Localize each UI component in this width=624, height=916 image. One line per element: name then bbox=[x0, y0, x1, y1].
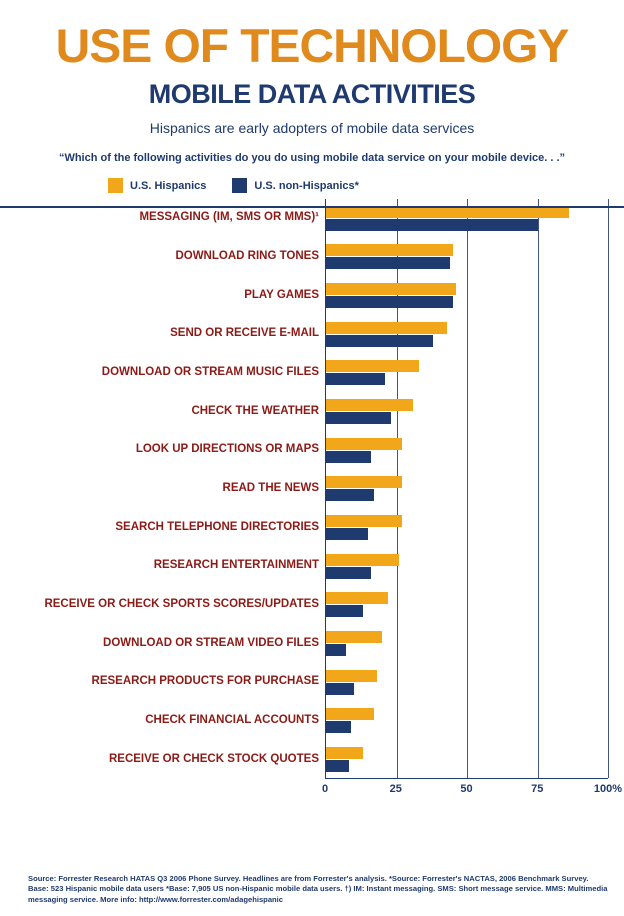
category-label: RESEARCH ENTERTAINMENT bbox=[153, 559, 319, 572]
bar-hispanics bbox=[326, 283, 456, 295]
bar-group bbox=[326, 663, 608, 702]
page-tagline: Hispanics are early adopters of mobile data services bbox=[149, 120, 475, 136]
bar-non-hispanics bbox=[326, 721, 351, 733]
bar-non-hispanics bbox=[326, 257, 450, 269]
category-label: SEND OR RECEIVE E-MAIL bbox=[170, 327, 319, 340]
x-tick-label: 75 bbox=[531, 783, 544, 795]
category-label: DOWNLOAD OR STREAM MUSIC FILES bbox=[101, 366, 319, 378]
bar-group bbox=[326, 624, 608, 663]
bar-hispanics bbox=[326, 515, 402, 527]
bar-non-hispanics bbox=[326, 412, 391, 424]
bar-non-hispanics bbox=[326, 451, 371, 463]
category-label-column bbox=[20, 199, 325, 779]
category-label: RESEARCH PRODUCTS FOR PURCHASE bbox=[91, 675, 319, 688]
x-axis bbox=[321, 781, 623, 799]
bar-hispanics bbox=[326, 438, 402, 450]
bar-non-hispanics bbox=[326, 644, 346, 656]
bar-group bbox=[326, 702, 608, 741]
legend-swatch-hispanics bbox=[108, 178, 123, 193]
legend-swatch-non-hispanics bbox=[232, 178, 247, 193]
bar-hispanics bbox=[326, 399, 413, 411]
header-divider bbox=[0, 206, 624, 208]
x-tick-label: 25 bbox=[389, 783, 402, 795]
category-label: CHECK THE WEATHER bbox=[191, 404, 319, 417]
bar-group bbox=[326, 508, 608, 547]
bar-hispanics bbox=[326, 592, 388, 604]
bar-non-hispanics bbox=[326, 567, 371, 579]
bar-non-hispanics bbox=[326, 489, 374, 501]
bar-chart bbox=[20, 199, 623, 797]
x-tick-label: 100% bbox=[593, 783, 623, 795]
infographic-page bbox=[0, 19, 624, 916]
legend-item-hispanics bbox=[108, 178, 206, 193]
bar-hispanics bbox=[326, 244, 453, 256]
bar-non-hispanics bbox=[326, 605, 363, 617]
category-label: SEARCH TELEPHONE DIRECTORIES bbox=[115, 520, 319, 533]
bar-non-hispanics bbox=[326, 683, 354, 695]
category-label: RECEIVE OR CHECK SPORTS SCORES/UPDATES bbox=[44, 598, 319, 610]
bar-group bbox=[326, 199, 608, 238]
source-note: Source: Forrester Research HATAS Q3 2006 Phone Survey. Headlines are from Forrester's analysis. *Source: Forrester's NACTAS, 2006 Benchmark Survey. Base: 523 Hispanic mobile data users *Base: 7,905 US non-Hispanic mobile data users. †) IM: Instant messaging. SMS: Short message service. MMS: Multimedia messaging service. More info: http://www.forrester.com/adagehispanic bbox=[28, 874, 608, 904]
survey-question: “Which of the following activities do you do using mobile data service on your mobile device. . .” bbox=[58, 152, 566, 164]
page-subtitle: MOBILE DATA ACTIVITIES bbox=[148, 79, 476, 109]
bar-group bbox=[326, 547, 608, 586]
category-label: DOWNLOAD RING TONES bbox=[175, 250, 319, 262]
bar-hispanics bbox=[326, 631, 382, 643]
bar-group bbox=[326, 315, 608, 354]
bar-hispanics bbox=[326, 554, 399, 566]
bar-non-hispanics bbox=[326, 219, 538, 231]
category-label: PLAY GAMES bbox=[244, 288, 319, 301]
plot-area bbox=[325, 199, 608, 779]
bar-non-hispanics bbox=[326, 335, 433, 347]
category-label: RECEIVE OR CHECK STOCK QUOTES bbox=[108, 752, 319, 765]
bar-non-hispanics bbox=[326, 296, 453, 308]
bar-hispanics bbox=[326, 360, 419, 372]
bar-group bbox=[326, 586, 608, 625]
category-label: DOWNLOAD OR STREAM VIDEO FILES bbox=[103, 636, 319, 649]
bar-group bbox=[326, 238, 608, 277]
category-label: MESSAGING (IM, SMS OR MMS)¹ bbox=[139, 211, 319, 224]
bar-hispanics bbox=[326, 322, 447, 334]
bar-group bbox=[326, 470, 608, 509]
bar-hispanics bbox=[326, 476, 402, 488]
legend-item-non-hispanics bbox=[232, 178, 359, 193]
bar-hispanics bbox=[326, 670, 377, 682]
gridline bbox=[608, 199, 609, 778]
bar-non-hispanics bbox=[326, 373, 385, 385]
x-tick-label: 50 bbox=[460, 783, 473, 795]
bar-group bbox=[326, 354, 608, 393]
chart-legend bbox=[0, 178, 624, 193]
bar-group bbox=[326, 431, 608, 470]
bar-group bbox=[326, 276, 608, 315]
bar-group bbox=[326, 740, 608, 779]
bar-non-hispanics bbox=[326, 528, 368, 540]
category-label: READ THE NEWS bbox=[222, 482, 319, 494]
category-label: CHECK FINANCIAL ACCOUNTS bbox=[145, 714, 319, 726]
bar-group bbox=[326, 392, 608, 431]
page-title: USE OF TECHNOLOGY bbox=[55, 19, 569, 72]
bar-hispanics bbox=[326, 747, 363, 759]
legend-label-hispanics: U.S. Hispanics bbox=[130, 179, 207, 192]
category-label: LOOK UP DIRECTIONS OR MAPS bbox=[135, 443, 319, 456]
legend-label-non-hispanics: U.S. non-Hispanics* bbox=[254, 179, 359, 192]
x-tick-label: 0 bbox=[321, 783, 329, 795]
bar-non-hispanics bbox=[326, 760, 349, 772]
bar-hispanics bbox=[326, 708, 374, 720]
